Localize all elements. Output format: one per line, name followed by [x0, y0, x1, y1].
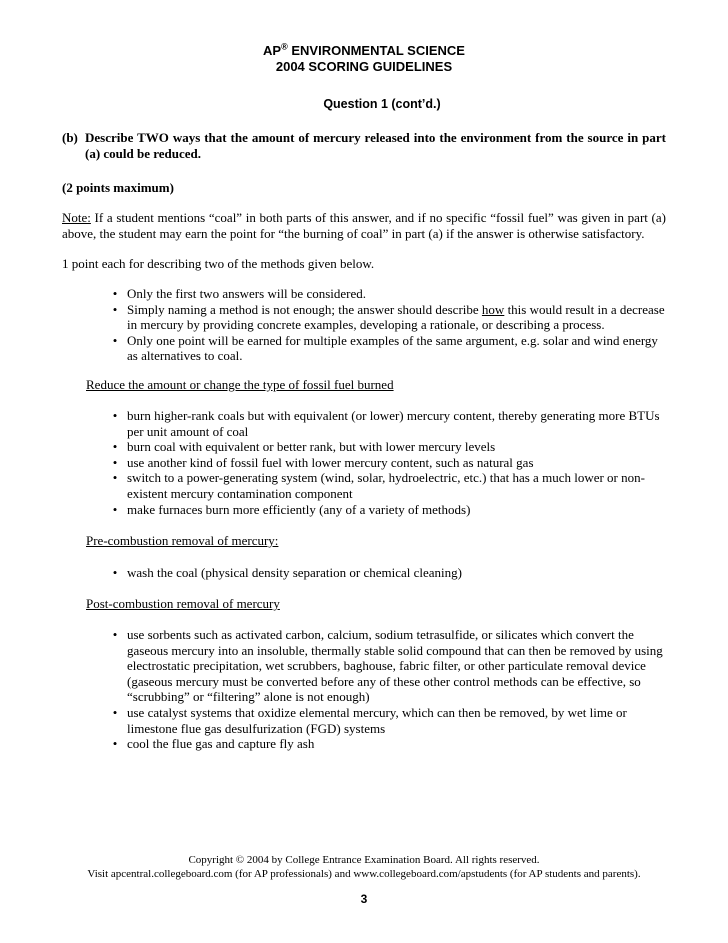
- note-paragraph: [62, 210, 666, 241]
- method-text: cool the flue gas and capture fly ash: [127, 736, 315, 752]
- page-number: 3: [360, 892, 368, 906]
- reduce-methods-list: [110, 408, 666, 517]
- method-text: use another kind of fossil fuel with lower mercury content, such as natural gas: [127, 454, 534, 470]
- section-heading-reduce: Reduce the amount or change the type of fossil fuel burned: [86, 377, 394, 392]
- method-text: switch to a power-generating system (wind, solar, hydroelectric, etc.) that has a much lower or non-existent mercury contamination component: [127, 470, 645, 501]
- note-text: If a student mentions “coal” in both parts of this answer, and if no specific “fossil fuel” was given in part (a) above, the student may earn the point for “the burning of coal” in part (a) if the answer is otherwise satisfactory.: [62, 210, 666, 241]
- bullet-icon: •: [112, 627, 118, 642]
- rule-text: Simply naming a method is not enough; the answer should describe: [127, 301, 482, 317]
- list-item: [110, 286, 666, 302]
- list-item: [110, 333, 666, 364]
- note-label: Note:: [62, 210, 91, 225]
- bullet-icon: •: [112, 470, 118, 486]
- bullet-icon: •: [112, 501, 118, 517]
- header-line-2: 2004 SCORING GUIDELINES: [275, 59, 453, 74]
- list-item: [110, 470, 666, 501]
- list-item: [110, 302, 666, 333]
- bullet-icon: •: [112, 408, 118, 423]
- rule-text: this would result in a decrease in mercury by providing concrete examples, developing a rationale, or describing a process.: [127, 301, 665, 333]
- list-item: [110, 627, 666, 705]
- list-item: [110, 408, 666, 439]
- part-b-text: Describe TWO ways that the amount of mercury released into the environment from the source in part (a) could be reduced.: [85, 130, 666, 161]
- bullet-icon: •: [112, 439, 118, 455]
- bullet-icon: •: [112, 704, 118, 720]
- registered-mark: ®: [281, 41, 288, 52]
- copyright-footer: [0, 853, 728, 881]
- method-text: wash the coal (physical density separation or chemical cleaning): [127, 565, 462, 580]
- method-text: burn higher-rank coals but with equivalent (or lower) mercury content, thereby generating more BTUs per unit amount of coal: [127, 408, 660, 439]
- method-text: use catalyst systems that oxidize elemental mercury, which can then be removed, by wet lime or limestone flue gas desulfurization (FGD) systems: [127, 704, 627, 736]
- method-text: burn coal with equivalent or better rank, but with lower mercury levels: [127, 439, 496, 455]
- method-text: make furnaces burn more efficiently (any of a variety of methods): [127, 501, 471, 517]
- bullet-icon: •: [112, 332, 118, 348]
- bullet-icon: •: [112, 736, 118, 752]
- part-b-label: (b): [62, 130, 78, 145]
- list-item: [110, 736, 666, 752]
- rule-text: Only one point will be earned for multiple examples of the same argument, e.g. solar and wind energy as alternatives to coal.: [127, 332, 658, 364]
- rules-list: [110, 286, 666, 364]
- method-text: use sorbents such as activated carbon, calcium, sodium tetrasulfide, or silicates which convert the gaseous mercury into an insoluble, thermally stable solid compound that can then be removed by using electrostatic precipitation, wet scrubbers, baghouse, fabric filter, or other particulate removal device (gaseous mercury must be converted before any of these other control methods can be effective, so “scrubbing” or “filtering” alone is not enough): [127, 627, 663, 705]
- rule-text: Only the first two answers will be considered.: [127, 286, 367, 301]
- list-item: [110, 705, 666, 736]
- bullet-icon: •: [112, 286, 118, 301]
- post-combustion-list: [110, 627, 666, 752]
- question-title: Question 1 (cont’d.): [323, 97, 441, 111]
- section-heading-post-combustion: Post-combustion removal of mercury: [86, 596, 280, 611]
- document-header: [0, 43, 728, 75]
- list-item: [110, 565, 666, 581]
- list-item: [110, 502, 666, 518]
- bullet-icon: •: [112, 301, 118, 317]
- points-maximum: (2 points maximum): [62, 180, 174, 195]
- intro-text: 1 point each for describing two of the methods given below.: [62, 256, 375, 271]
- header-line-1: [0, 43, 728, 59]
- header-ap: AP: [263, 43, 282, 58]
- header-subject: ENVIRONMENTAL SCIENCE: [287, 43, 465, 58]
- bullet-icon: •: [112, 454, 118, 470]
- list-item: [110, 455, 666, 471]
- bullet-icon: •: [112, 565, 118, 580]
- visit-line: Visit apcentral.collegeboard.com (for AP professionals) and www.collegeboard.com/apstudents (for AP students and parents).: [87, 868, 641, 880]
- rule-emphasis: how: [481, 301, 505, 317]
- pre-combustion-list: [110, 565, 666, 581]
- list-item: [110, 439, 666, 455]
- part-b-prompt: [62, 130, 666, 161]
- copyright-line: Copyright © 2004 by College Entrance Examination Board. All rights reserved.: [188, 854, 540, 866]
- section-heading-pre-combustion: Pre-combustion removal of mercury:: [86, 533, 279, 548]
